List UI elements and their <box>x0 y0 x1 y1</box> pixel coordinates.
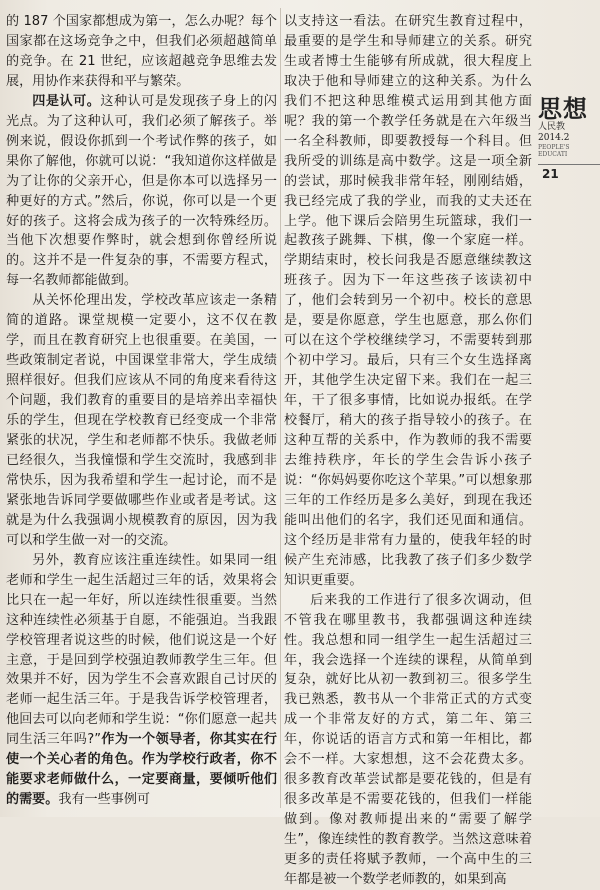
bold-text: 四是认可。 <box>32 93 101 109</box>
text-run: 从关怀伦理出发，学校改革应该走一条精简的道路。课堂规模一定要小，这不仅在教学，而且在教育研究上也很重要。在美国，一些政策制定者说，中国课堂非常大，学生成绩照样很好。但我们应该从不同的角度来看待这个问题，我们教育的重要目的是培养出幸福快乐的学生，但现在学校教育已经变成一个非常紧张的状况，学生和老师都不快乐。我做老师已经很久，当我憧憬和学生交流时，我感到非常快乐，因为我希望和学生一起讨论，而不是紧张地告诉同学要做哪些作业或者是考试。这就是为什么我强调小规模教育的原因，因为我可以和学生做一对一的交流。 <box>6 293 277 548</box>
masthead-title: 思想 <box>538 94 588 123</box>
text-run: 后来我的工作进行了很多次调动，但不管我在哪里教书，我都强调这种连续性。我总想和同一组学生一起生活超过三年，我会选择一个连续的课程，从简单到复杂，就好比从初一教到初三。很多学生我已熟悉，教书从一个非常正式的方式变成一个非常友好的方式，第二年、第三年，你说话的语言方式和第一年相比，都会不一样。大家想想，这不会花费太多。很多教育改革尝试都是要花钱的，但是有很多改革是不需要花钱的，但我们一样能做到。像对教师提出来的“需要了解学生”，像连续性的教育教学。当然这意味着更多的责任将赋予教师，一个高中生的三年都是被一个数学老师教的，如果到高 <box>284 592 532 887</box>
right-text-column <box>284 12 532 890</box>
text-run: 我有一些事例可 <box>58 792 151 808</box>
masthead-tagline-2: EDUCATI <box>538 151 568 158</box>
text-run: 的 187 个国家都想成为第一，怎么办呢？每个国家都在这场竞争之中，但我们必须超越简单的竞争。在 21 世纪，应该超越竞争思维去发展，用协作来获得和平与繁荣。 <box>6 14 277 89</box>
page-number: 21 <box>542 167 559 181</box>
text-run: 以支持这一看法。在研究生教育过程中，最重要的是学生和导师建立的关系。研究生或者博士生能够有所成就，很大程度上取决于他和导师建立的这种关系。为什么我们不把这种思维模式运用到其他方面呢？我的第一个教学任务就是在六年级当一名全科教师，即要教授每一个科目。但我所受的训练是高中数学。这是一项全新的尝试，那时候我非常年轻，刚刚结婚，我已经完成了我的学业，而我的丈夫还在上学。他下课后会陪男生玩篮球，我们一起教孩子跳舞、下棋，像一个家庭一样。学期结束时，校长问我是否愿意继续教这班孩子。因为下一年这些孩子该读初中了，他们会转到另一个初中。校长的意思是，要是你愿意，学生也愿意，那么你们可以在这个学校继续学习，不需要转到那个初中学习。最后，只有三个女生选择离开，其他学生决定留下来。我们在一起三年，干了很多事情，比如说办报纸。在学校餐厅，稍大的孩子指导较小的孩子。在这种互帮的关系中，作为教师的我不需要去维持秩序，年长的学生会告诉小孩子说：“你妈妈要你吃这个苹果。”可以想象那三年的工作经历是多么美好，到现在我还能叫出他们的名字，我们还见面和通信。这个经历是非常有力量的，使我年轻的时候产生充沛感，比我教了孩子们多少数学知识更重要。 <box>284 14 532 588</box>
bold-text: 作为一个领导者，你其实在行使一个关心者的角色。作为学校行政者，你不能要求老师做什么，一定要商量，要倾听他们的需要。 <box>6 732 278 808</box>
paragraph <box>6 92 277 292</box>
paragraph <box>284 591 532 890</box>
magazine-masthead <box>538 96 600 166</box>
text-run: 这种认可是发现孩子身上的闪光点。为了这种认可，我们必须了解孩子。举例来说，假设你抓到一个考试作弊的孩子，如果你了解他，你就可以说：“我知道你这样做是为了让你的父亲开心，但是你本可以选择另一种更好的方式。”然后，你说，你可以是一个更好的孩子。这将会成为孩子的一次特殊经历。当他下次想要作弊时，就会想到你曾经所说的。这并不是一件复杂的事，不需要方程式，每一名教师都能做到。 <box>6 93 278 289</box>
masthead-tagline-1: PEOPLE'S <box>538 144 570 151</box>
paragraph <box>6 551 277 810</box>
masthead-rule <box>538 164 600 165</box>
masthead-subtitle: 人民教 <box>538 122 566 132</box>
masthead-issue: 2014.2 <box>538 133 570 143</box>
column-divider <box>280 8 281 808</box>
text-run: 另外，教育应该注重连续性。如果同一组老师和学生一起生活超过三年的话，效果将会比只在一起一年好，所以连续性很重要。当然这种连续性必须基于自愿，不能强迫。当我跟学校管理者说这些的时候，他们说这是一个好主意，于是回到学校强迫教师教学生三年。但效果并不好，因为学生不会喜欢跟自己讨厌的老师一起生活三年。于是我告诉学校管理者，他回去可以向老师和学生说：“你们愿意一起共同生活三年吗?” <box>6 552 277 748</box>
paragraph <box>6 12 277 92</box>
paragraph <box>6 291 277 550</box>
left-text-column <box>6 12 277 810</box>
paragraph <box>284 12 532 591</box>
